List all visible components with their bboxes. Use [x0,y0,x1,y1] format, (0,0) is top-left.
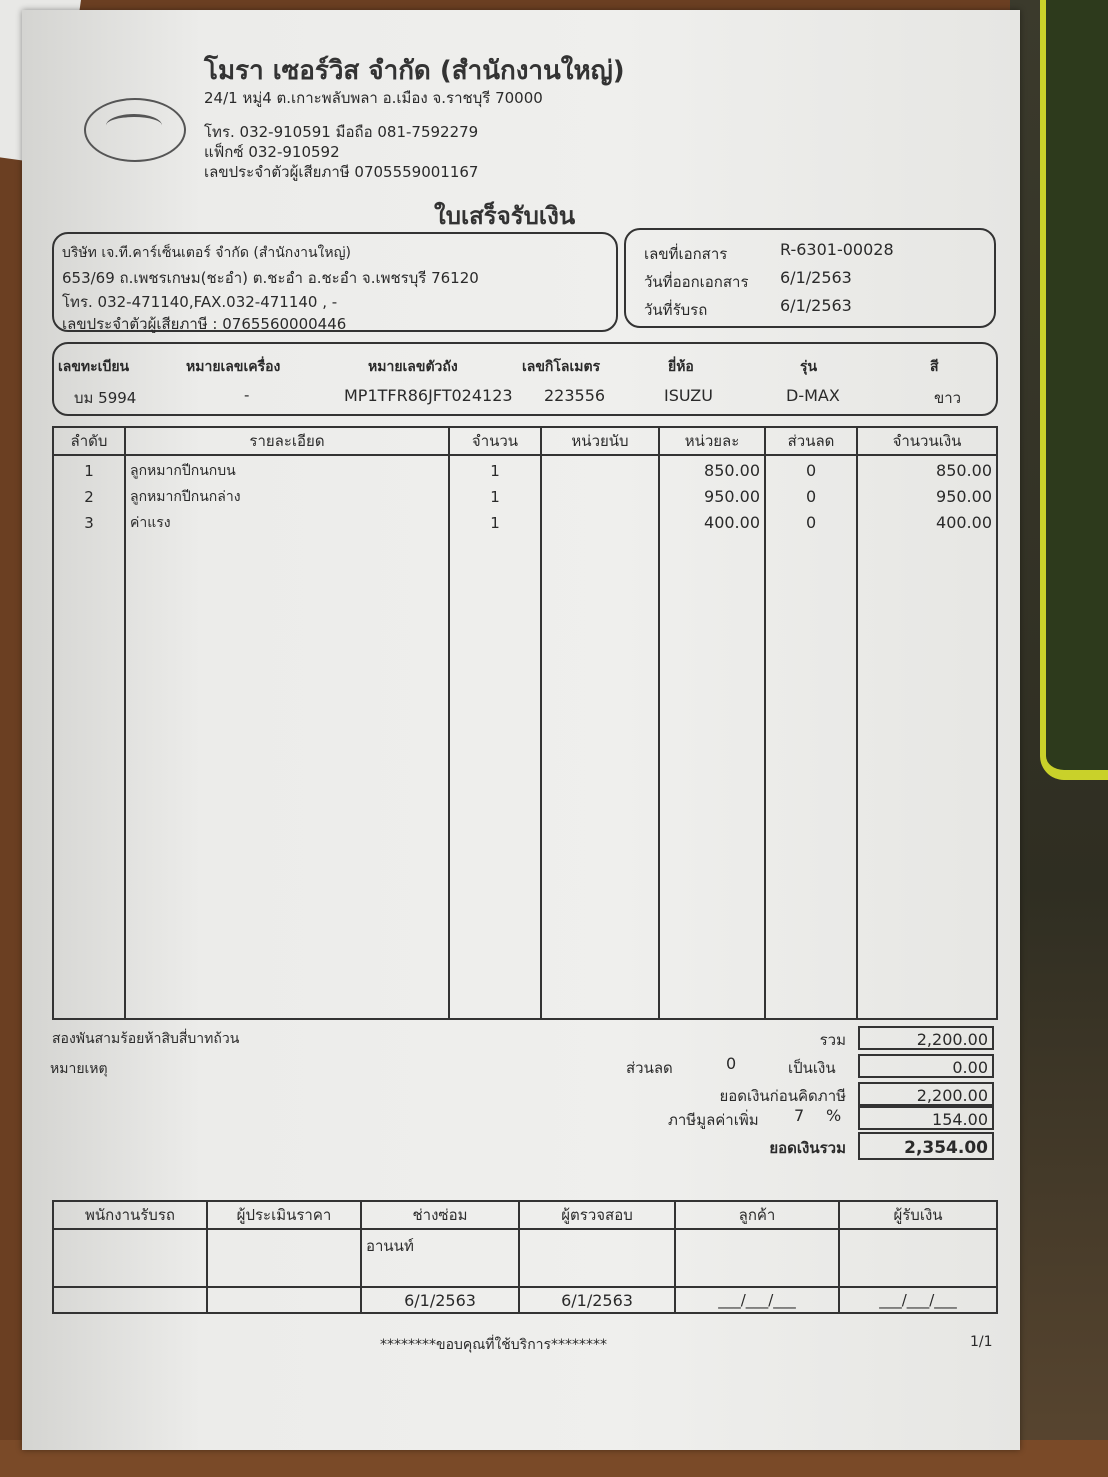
col-discount [765,455,857,1019]
table-row: 3 [84,514,94,532]
col-header-discount: ส่วนลด [765,427,857,455]
vehicle-header-brand: ยี่ห้อ [668,359,694,375]
document-info-box [624,228,996,328]
item-discount: 0 [806,487,817,506]
item-amount: 850.00 [936,461,992,480]
item-desc: ค่าแรง [130,515,171,531]
amount-in-words: สองพันสามร้อยห้าสิบสี่บาทถ้วน [52,1031,240,1047]
remark-label: หมายเหตุ [50,1061,108,1077]
signature-customer [675,1229,839,1287]
vehicle-header-engine: หมายเลขเครื่อง [186,359,281,375]
vehicle-header-plate: เลขทะเบียน [58,359,130,375]
vat-label: ภาษีมูลค่าเพิ่ม [668,1111,759,1129]
vehicle-km: 223556 [544,386,606,405]
col-desc [125,455,449,1019]
customer-address: 653/69 ถ.เพชรเกษม(ชะอำ) ต.ชะอำ อ.ชะอำ จ.เพชรบุรี 76120 [62,269,479,287]
company-phone: โทร. 032-910591 มือถือ 081-7592279 [204,123,479,141]
page-number: 1/1 [970,1334,993,1350]
discount-percent: 0 [726,1054,737,1073]
col-amount [857,455,997,1019]
discount-value: 0.00 [858,1054,994,1078]
customer-box [52,232,618,332]
customer-name: บริษัท เจ.ที.คาร์เซ็นเตอร์ จำกัด (สำนักงานใหญ่) [62,245,352,261]
sig-date-customer: ___/___/___ [675,1287,839,1313]
total-label: รวม [819,1031,846,1049]
as-money-label: เป็นเงิน [788,1059,836,1077]
col-header-qty: จำนวน [449,427,541,455]
company-logo [84,98,186,162]
desk-mat [1040,0,1108,780]
total-value: 2,200.00 [858,1026,994,1050]
vehicle-box [52,342,998,416]
items-table [52,426,998,1020]
col-header-amount: จำนวนเงิน [857,427,997,455]
customer-phone: โทร. 032-471140,FAX.032-471140 , - [62,293,338,311]
table-row: 1 [84,462,94,480]
sig-date-mechanic: 6/1/2563 [361,1287,519,1313]
signature-inspector [519,1229,675,1287]
vehicle-color: ขาว [934,389,962,407]
receipt-paper [22,10,1020,1450]
col-header-price: หน่วยละ [659,427,765,455]
company-fax: แฟ็กซ์ 032-910592 [204,143,340,161]
vehicle-engine: - [244,386,250,404]
signature-table [52,1200,998,1314]
issue-date-label: วันที่ออกเอกสาร [644,273,749,291]
receive-date-label: วันที่รับรถ [644,301,708,319]
signature-row [53,1229,997,1287]
sig-date-cashier: ___/___/___ [839,1287,997,1313]
vat-percent-sign: % [826,1106,842,1125]
company-name: โมรา เซอร์วิส จำกัด (สำนักงานใหญ่) [204,56,625,86]
vehicle-chassis: MP1TFR86JFT024123 [344,386,513,405]
table-row: 2 [84,488,94,506]
vehicle-header-model: รุ่น [800,359,818,375]
vehicle-header-color: สี [930,359,939,375]
grand-total-label: ยอดเงินรวม [769,1139,846,1157]
item-price: 950.00 [704,487,760,506]
sig-header-estimator: ผู้ประเมินราคา [207,1201,361,1229]
issue-date: 6/1/2563 [780,268,852,287]
mechanic-name: อานนท์ [361,1229,519,1287]
item-desc: ลูกหมากปีกนกล่าง [130,489,241,505]
sig-date-estimator [207,1287,361,1313]
item-amount: 950.00 [936,487,992,506]
col-price [659,455,765,1019]
item-price: 850.00 [704,461,760,480]
col-header-no: ลำดับ [53,427,125,455]
item-discount: 0 [806,513,817,532]
item-price: 400.00 [704,513,760,532]
vehicle-plate: บม 5994 [74,389,137,407]
signature-cashier [839,1229,997,1287]
item-qty: 1 [490,462,500,480]
item-discount: 0 [806,461,817,480]
doc-no: R-6301-00028 [780,240,894,259]
col-header-unit: หน่วยนับ [541,427,659,455]
pre-vat-label: ยอดเงินก่อนคิดภาษี [719,1087,846,1105]
vehicle-model: D-MAX [786,386,840,405]
doc-no-label: เลขที่เอกสาร [644,245,728,263]
col-unit [541,455,659,1019]
thank-you-note: ********ขอบคุณที่ใช้บริการ******** [380,1337,608,1353]
signature-date-row [53,1287,997,1313]
col-header-desc: รายละเอียด [125,427,449,455]
sig-date-receiver [53,1287,207,1313]
company-address: 24/1 หมู่4 ต.เกาะพลับพลา อ.เมือง จ.ราชบุรี 70000 [204,89,543,107]
item-desc: ลูกหมากปีกนกบน [130,463,236,479]
vat-rate: 7 [794,1106,805,1125]
item-qty: 1 [490,514,500,532]
item-amount: 400.00 [936,513,992,532]
vehicle-header-chassis: หมายเลขตัวถัง [368,359,458,375]
col-qty [449,455,541,1019]
sig-header-cashier: ผู้รับเงิน [839,1201,997,1229]
discount-label: ส่วนลด [626,1059,673,1077]
vat-value: 154.00 [858,1106,994,1130]
items-body [53,455,997,1019]
vehicle-brand: ISUZU [664,386,713,405]
document-title: ใบเสร็จรับเงิน [434,202,576,230]
item-qty: 1 [490,488,500,506]
sig-header-receiver: พนักงานรับรถ [53,1201,207,1229]
customer-tax-id: เลขประจำตัวผู้เสียภาษี : 0765560000446 [62,315,347,333]
vehicle-header-km: เลขกิโลเมตร [522,359,601,375]
signature-receiver [53,1229,207,1287]
sig-header-inspector: ผู้ตรวจสอบ [519,1201,675,1229]
sig-header-mechanic: ช่างซ่อม [361,1201,519,1229]
receive-date: 6/1/2563 [780,296,852,315]
signature-estimator [207,1229,361,1287]
sig-header-customer: ลูกค้า [675,1201,839,1229]
items-header-row [53,427,997,455]
signature-header-row [53,1201,997,1229]
pre-vat-value: 2,200.00 [858,1082,994,1106]
grand-total-value: 2,354.00 [858,1132,994,1160]
col-no [53,455,125,1019]
sig-date-inspector: 6/1/2563 [519,1287,675,1313]
company-tax-id: เลขประจำตัวผู้เสียภาษี 0705559001167 [204,163,479,181]
